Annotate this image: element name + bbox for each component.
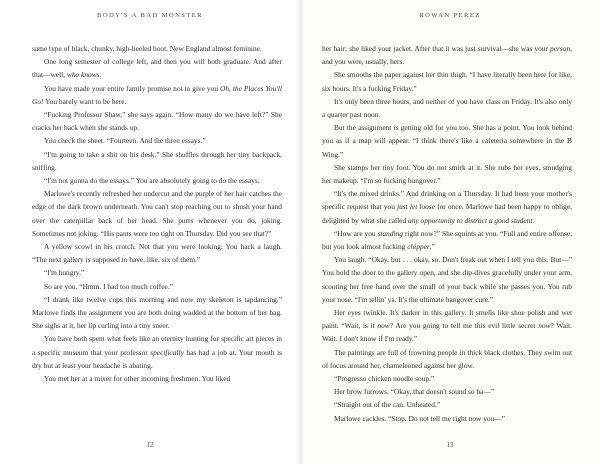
text-run: She stamps her tiny foot. You do not smirk at it. She rubs her eyes, smudging her makeup. “I'm so fucking hungover.” [322,162,572,186]
text-run: Marlowe cackles. “Stop. Do not tell me right now you—” [334,413,505,423]
text-run: You have both spent what feels like an eternity hunting for specific art pieces in a specific museum that your professor [32,334,282,357]
paragraph [32,187,282,240]
paragraph [32,108,282,134]
text-run: “I'm going to take a shit on his desk.” She shuffles through her tiny backpack, sniffing. [32,149,282,172]
text-run: right now?” She squints at you. “Full and entire offense, but you look almost fucking [322,228,572,252]
italic-text: just let loose [397,202,436,212]
paragraph [322,42,572,68]
text-run: “I'm not gonna do the essays.” You are absolutely going to do the essays. [44,176,260,186]
paragraph [322,121,572,161]
text-run: . [532,215,535,225]
paragraph [32,55,282,81]
text-run: ? Wait. Wait. I don't know if I'm ready.” [322,321,572,344]
text-run: You have made your entire family promise not to give you [44,83,220,93]
paragraph [322,385,572,398]
text-run: You met her at a mixer for other incoming freshmen. You liked [44,374,231,384]
italic-text: specifically [150,347,184,357]
paragraph [322,306,572,346]
text-run: Marlowe's recently refreshed her undercut and the purple of her hair catches the edge of the dark brown underneath. You can't stop reaching out to shush your hand over the caterpillar back of her head. She purrs whenever you do, joking. Sometimes not joking. “His pants were too tight on Thursday. Did you see that?” [32,189,282,238]
running-head-author: ROWAN PEREZ [419,12,481,19]
italic-text: any opportunity to distract a good student [408,215,533,225]
text-run: You check the sheet. “Fourteen. And the three essays.” [44,136,206,146]
text-run: But the assignment is getting old for you too. She has a point. You look behind you as if a map will appear. “I think there's like a cafeteria somewhere in the B Wing.” [322,123,572,159]
italic-text: standing [377,228,404,238]
italic-text: person [550,44,571,53]
italic-text: Oh, the Places You'll Go! [32,83,282,106]
text-run: same type of black, chunky, high-heeled boot. New England almost feminine. [32,44,262,53]
paragraph [32,266,282,279]
text-run: has had a job at. Your mouth is dry but at least your headache is abating. [32,347,282,370]
paragraph [32,332,282,372]
text-run: “It's the mixed drinks.” And drinking on a Thursday. It had been your mother's specific request that you [322,189,572,212]
paragraph [322,227,572,253]
text-run: her hair; she liked your jacket. After that it was just survival—she was your [322,44,551,53]
text-run: , and you were, usually, hers. [322,44,572,67]
text-run: The paintings are full of frowning people in thick black clothes. They swim out of focus around her, chameleoned against her glow. [322,347,572,370]
paragraph [322,346,572,372]
paragraph [322,161,572,187]
text-run: It's only been three hours, and neither of you have class on Friday. It's also only a quarter past noon. [322,96,572,120]
paragraph [32,280,282,293]
paragraph [322,253,572,306]
paragraph [32,42,282,55]
left-page-body [32,42,282,385]
italic-text: chipper [407,242,430,252]
text-run: Her eyes twinkle. It's darker in this gallery. It smells like shoe polish and wet paint. “Wait, is it [322,308,572,331]
text-run: “How are you [334,228,378,238]
paragraph [322,187,572,227]
text-run: You barely want to be here. [43,96,127,106]
paragraph [322,412,572,425]
text-run: . [99,70,102,80]
paragraph [322,372,572,385]
text-run: “Progresso chicken noodle soup.” [334,374,435,384]
paragraph [32,293,282,333]
italic-text: now [538,321,551,331]
right-page [300,0,600,464]
text-run: for once. Marlowe had been happy to oblige, delighted by what she called [322,202,572,225]
text-run: “I'm hungry.” [44,268,85,278]
page-number-left: 12 [146,441,154,449]
text-run: “I drank like twelve cups this morning and now my skeleton is tapdancing.” Marlowe finds the assignment you are both doing wadded at the bottom of her bag. She sighs at it, her lip curling into a tiny sneer. [32,294,282,331]
text-run: “Fucking Professor Shaw,” she says again. “How many do we have left?” She cracks her back when she stands up. [32,110,282,133]
text-run: So are you. “Hmm. I had too much coffee.” [44,281,173,291]
text-run: You laugh. “Okay, but . . . okay, so. Don't freak out when I tell you this. But—” You hold the door to the gallery open, and she dip-dives gracefully under your arm, scooting her free hand over the small of your back while she passes you. You rub your nose. “I'm tellin' ya. It's the ultimate hangover cure.” [322,255,572,304]
text-run: “Straight out of the can. Unheated.” [334,400,441,410]
text-run: Her brow furrows. “Okay, that doesn't sound so ba—” [334,387,495,397]
paragraph [32,372,282,385]
running-head-book-title: BODY'S A BAD MONSTER [97,12,203,19]
paragraph [322,68,572,94]
italic-text: who knows [66,70,100,80]
text-run: A yellow scowl in his crotch. Not that you were looking. You hack a laugh. “The next gallery is supposed to have, like, six of them.” [32,242,282,265]
paragraph [32,134,282,147]
page-number-right: 13 [446,441,454,449]
paragraph [322,398,572,411]
paragraph [32,174,282,187]
paragraph [322,95,572,121]
text-run: She smooths the paper against her thin thigh. “I have literally been here for like, six hours. It's a fucking Friday.” [322,70,572,93]
text-run: One long semester of college left, and then you will both graduate. And after that—well, [32,57,282,80]
text-run: ? Are you going to tell me this evil little secret [389,321,539,331]
text-run: .” [429,242,435,252]
paragraph [32,240,282,266]
paragraph [32,82,282,108]
book-gutter [296,0,304,464]
italic-text: now [377,321,390,331]
right-page-body [322,42,572,425]
paragraph [32,148,282,174]
